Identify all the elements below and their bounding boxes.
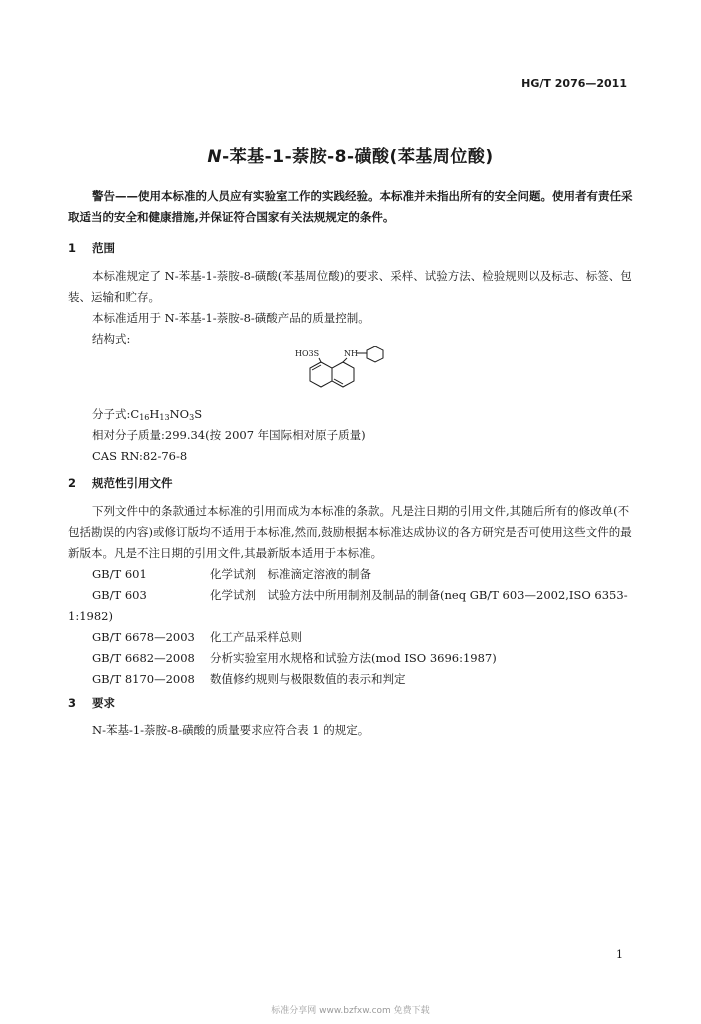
reference-item: [92, 627, 302, 648]
page-number: 1: [616, 948, 623, 961]
phenyl-ring: [367, 346, 383, 362]
requirements-paragraph: N-苯基-1-萘胺-8-磺酸的质量要求应符合表 1 的规定。: [92, 723, 370, 737]
title-italic-prefix: N: [207, 147, 223, 167]
reference-item: [92, 648, 497, 669]
section-3-title: 要求: [92, 696, 115, 710]
standard-code: HG/T 2076—2011: [521, 77, 627, 90]
formula-element: NO: [169, 407, 190, 421]
formula-subscript: 3: [189, 413, 195, 422]
section-3-heading: [68, 695, 115, 711]
structure-label: 结构式:: [92, 332, 131, 346]
section-2-title: 规范性引用文件: [92, 476, 173, 490]
section-1-title: 范围: [92, 241, 115, 255]
reference-title: 化学试剂 标准滴定溶液的制备: [210, 567, 371, 581]
formula-element: H: [149, 407, 160, 421]
structural-formula: [295, 346, 405, 412]
reference-code: GB/T 6678—2003: [92, 630, 195, 644]
reference-item: [92, 669, 406, 690]
warning-paragraph: 警告——使用本标准的人员应有实验室工作的实践经验。本标准并未指出所有的安全问题。使用者有责任采取适当的安全和健康措施,并保证符合国家有关法规规定的条件。: [68, 189, 633, 224]
references-intro: 下列文件中的条款通过本标准的引用而成为本标准的条款。凡是注日期的引用文件,其随后所有的修改单(不包括勘误的内容)或修订版均不适用于本标准,然而,鼓励根据本标准达成协议的各方研究是否可使用这些文件的最新版本。凡是不注日期的引用文件,其最新版本适用于本标准。: [68, 504, 632, 560]
reference-title: 化工产品采样总则: [210, 630, 302, 644]
formula-element: S: [194, 407, 203, 421]
section-1-number: 1: [68, 241, 77, 255]
title-text: -苯基-1-萘胺-8-磺酸(苯基周位酸): [222, 147, 494, 167]
reference-title: 化学试剂 试验方法中所用制剂及制品的制备(neq GB/T 603—2002,ISO 6353-1:1982): [68, 588, 628, 623]
formula-element: C: [130, 407, 140, 421]
section-2-number: 2: [68, 476, 77, 490]
reference-title: 分析实验室用水规格和试验方法(mod ISO 3696:1987): [210, 651, 497, 665]
sulfonic-group-label: HO3S: [295, 349, 320, 358]
document-title: [0, 142, 701, 167]
naphthalene-ring-left: [310, 362, 332, 387]
reference-code: GB/T 8170—2008: [92, 672, 195, 686]
scope-paragraph-2: 本标准适用于 N-苯基-1-萘胺-8-磺酸产品的质量控制。: [92, 311, 370, 325]
cas-number: CAS RN:82-76-8: [92, 449, 188, 463]
sulfonic-bond: [319, 358, 321, 362]
formula-label: 分子式:: [92, 407, 131, 421]
reference-code: GB/T 603: [92, 588, 147, 602]
scope-paragraph-1: 本标准规定了 N-苯基-1-萘胺-8-磺酸(苯基周位酸)的要求、采样、试验方法、检验规则以及标志、标签、包装、运输和贮存。: [68, 269, 632, 304]
reference-title: 数值修约规则与极限数值的表示和判定: [210, 672, 406, 686]
amine-group-label: NH: [344, 349, 358, 358]
formula-subscript: 13: [159, 413, 170, 422]
structural-formula-drawing: [295, 346, 405, 408]
section-1-heading: [68, 240, 115, 256]
naphthalene-ring-right: [332, 362, 354, 387]
section-2-heading: [68, 475, 173, 491]
section-3-number: 3: [68, 696, 77, 710]
formula-subscript: 16: [139, 413, 150, 422]
reference-code: GB/T 601: [92, 567, 147, 581]
footer-watermark: 标准分享网 www.bzfxw.com 免费下载: [271, 1006, 430, 1016]
amine-bond: [343, 358, 347, 362]
reference-item: [92, 564, 371, 585]
reference-item: [68, 585, 633, 627]
reference-code: GB/T 6682—2008: [92, 651, 195, 665]
molecular-mass: 相对分子质量:299.34(按 2007 年国际相对原子质量): [92, 428, 366, 442]
